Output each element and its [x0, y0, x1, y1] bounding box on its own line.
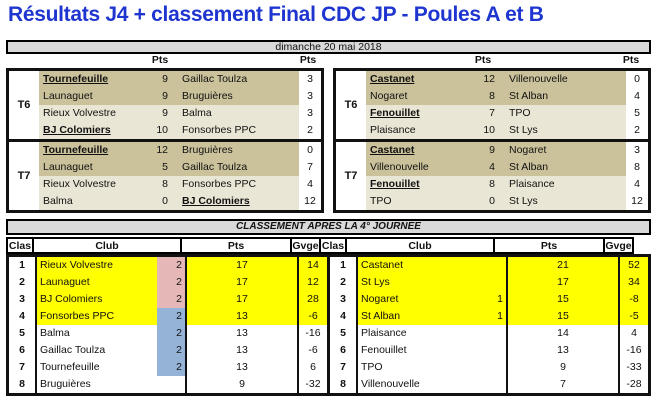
- points-header-row: [6, 54, 651, 68]
- away-points: 2: [626, 122, 648, 139]
- club-name: Gaillac Toulza: [40, 344, 106, 356]
- points-cell: 17: [187, 291, 299, 308]
- round-block-t7: [336, 139, 648, 210]
- classement-row: [9, 291, 648, 308]
- away-points: 4: [626, 176, 648, 193]
- club-cell: [37, 257, 187, 274]
- marker-cell: 1: [497, 293, 503, 305]
- home-points: 4: [489, 161, 495, 173]
- points-cell: 17: [508, 274, 620, 291]
- home-club: Rieux Volvestre: [43, 178, 116, 190]
- rank-cell: 3: [9, 291, 37, 308]
- away-club: Bruguières: [182, 144, 233, 156]
- rank-cell: 7: [9, 359, 37, 376]
- away-points: 4: [299, 176, 321, 193]
- club-cell: [358, 325, 508, 342]
- club-name: Castanet: [361, 259, 404, 271]
- points-cell: 15: [508, 291, 620, 308]
- goal-average-cell: -16: [299, 325, 330, 342]
- marker-cell: [478, 325, 506, 342]
- match-row: [366, 193, 648, 210]
- classement-row: [9, 359, 648, 376]
- home-points: 9: [489, 144, 495, 156]
- results-tables: [6, 68, 651, 213]
- club-cell: [37, 308, 187, 325]
- marker-cell: [478, 359, 506, 376]
- match-row: [39, 193, 321, 210]
- round-label: T7: [9, 142, 39, 210]
- away-points: 0: [626, 71, 648, 88]
- club-cell: [358, 257, 508, 274]
- home-club: Castanet: [370, 73, 415, 85]
- marker-cell: 2: [157, 274, 185, 291]
- match-row: [366, 176, 648, 193]
- club-cell: [358, 308, 508, 325]
- points-cell: 13: [187, 359, 299, 376]
- home-club: Tournefeuille: [43, 73, 109, 85]
- classement-row: [9, 325, 648, 342]
- home-points: 5: [162, 161, 168, 173]
- points-cell: 13: [187, 308, 299, 325]
- classement-body: [6, 254, 651, 396]
- points-cell: 17: [187, 274, 299, 291]
- marker-cell: 2: [157, 359, 185, 376]
- club-cell: [358, 359, 508, 376]
- club-name: Launaguet: [40, 276, 90, 288]
- away-points: 2: [299, 122, 321, 139]
- away-club: Fonsorbes PPC: [182, 124, 257, 136]
- home-points: 10: [156, 124, 168, 136]
- goal-average-cell: 14: [299, 257, 330, 274]
- away-points: 5: [626, 105, 648, 122]
- home-club: Villenouvelle: [370, 161, 429, 173]
- club-name: Plaisance: [361, 327, 407, 339]
- results-pool-b: [333, 68, 651, 213]
- match-rows: [366, 142, 648, 210]
- away-points: 3: [626, 142, 648, 159]
- classement-row: [9, 257, 648, 274]
- goal-average-cell: 4: [631, 327, 637, 339]
- away-club: St Lys: [509, 195, 538, 207]
- rank-cell: 6: [330, 342, 358, 359]
- home-club: Balma: [43, 195, 73, 207]
- club-cell: [37, 376, 187, 393]
- goal-average-cell: -28: [626, 378, 642, 390]
- goal-average-cell: 28: [299, 291, 330, 308]
- match-row: [39, 105, 321, 122]
- match-row: [39, 88, 321, 105]
- marker-cell: [157, 376, 185, 393]
- club-name: Balma: [40, 327, 70, 339]
- club-cell: [37, 359, 187, 376]
- classement-row: [9, 308, 648, 325]
- points-cell: 13: [508, 342, 620, 359]
- home-club: Nogaret: [370, 90, 408, 102]
- club-name: St Alban: [361, 310, 401, 322]
- marker-cell: [478, 342, 506, 359]
- content: [6, 40, 651, 396]
- points-cell: 21: [508, 257, 620, 274]
- home-points: 9: [162, 90, 168, 102]
- match-row: [39, 71, 321, 88]
- points-cell: 15: [508, 308, 620, 325]
- away-club: Bruguières: [182, 90, 233, 102]
- away-club: St Lys: [509, 124, 538, 136]
- rank-cell: 7: [330, 359, 358, 376]
- club-name: BJ Colomiers: [40, 293, 103, 305]
- away-points: 3: [299, 88, 321, 105]
- standings-section: [6, 219, 651, 396]
- rank-cell: 8: [9, 376, 37, 393]
- round-label: T6: [336, 71, 366, 139]
- marker-cell: [478, 257, 506, 274]
- goal-average-cell: -32: [299, 376, 330, 393]
- goal-average-cell: 6: [299, 359, 330, 376]
- match-row: [366, 88, 648, 105]
- rank-cell: 5: [9, 325, 37, 342]
- marker-cell: [478, 376, 506, 393]
- date-header: dimanche 20 mai 2018: [6, 40, 651, 54]
- home-club: Fenouillet: [370, 107, 420, 119]
- goal-average-cell: -6: [299, 308, 330, 325]
- rank-cell: 2: [330, 274, 358, 291]
- club-name: Rieux Volvestre: [40, 259, 113, 271]
- home-club: Plaisance: [370, 124, 416, 136]
- points-cell: 17: [187, 257, 299, 274]
- goal-average-cell: -5: [620, 308, 648, 325]
- away-points: 0: [299, 142, 321, 159]
- away-club: Villenouvelle: [509, 73, 568, 85]
- classement-row: [9, 376, 648, 393]
- home-club: TPO: [370, 195, 392, 207]
- club-cell: [358, 342, 508, 359]
- club-name: TPO: [361, 361, 383, 373]
- match-rows: [39, 142, 321, 210]
- club-cell: [37, 325, 187, 342]
- round-block-t6: [9, 71, 321, 139]
- page-title: Résultats J4 + classement Final CDC JP - Poules A et B: [8, 3, 544, 26]
- club-name: Villenouvelle: [361, 378, 420, 390]
- home-points: 0: [162, 195, 168, 207]
- home-points: 7: [489, 107, 495, 119]
- match-row: [39, 176, 321, 193]
- home-points: 8: [489, 90, 495, 102]
- goal-average-cell: -6: [299, 342, 330, 359]
- home-club: Castanet: [370, 144, 415, 156]
- header-clas: Clas: [319, 237, 347, 254]
- points-cell: 14: [508, 325, 620, 342]
- away-club: St Alban: [509, 90, 549, 102]
- standings-header-row: [6, 237, 651, 254]
- home-points: 12: [483, 73, 495, 85]
- rank-cell: 2: [9, 274, 37, 291]
- away-club: Fonsorbes PPC: [182, 178, 257, 190]
- match-row: [366, 122, 648, 139]
- header-gvge: Gvge: [290, 237, 321, 254]
- away-club: Plaisance: [509, 178, 555, 190]
- rank-cell: 4: [9, 308, 37, 325]
- club-cell: [358, 376, 508, 393]
- away-points: 7: [299, 159, 321, 176]
- marker-cell: [478, 274, 506, 291]
- home-club: Rieux Volvestre: [43, 107, 116, 119]
- marker-cell: 2: [157, 257, 185, 274]
- rank-cell: 5: [330, 325, 358, 342]
- match-row: [366, 159, 648, 176]
- club-name: Tournefeuille: [40, 361, 100, 373]
- rank-cell: 3: [330, 291, 358, 308]
- club-name: Nogaret: [361, 293, 399, 305]
- classement-row: [9, 342, 648, 359]
- home-points: 12: [156, 144, 168, 156]
- club-name: Fonsorbes PPC: [40, 310, 115, 322]
- away-points: 12: [626, 193, 648, 210]
- home-points: 8: [162, 178, 168, 190]
- rank-cell: 1: [9, 257, 37, 274]
- club-cell: [37, 342, 187, 359]
- rank-cell: 4: [330, 308, 358, 325]
- goal-average-cell: -16: [626, 344, 642, 356]
- rank-cell: 8: [330, 376, 358, 393]
- round-label: T6: [9, 71, 39, 139]
- home-points: 10: [483, 124, 495, 136]
- marker-cell: 2: [157, 291, 185, 308]
- club-cell: [37, 291, 187, 308]
- match-row: [39, 122, 321, 139]
- header-club: Club: [32, 237, 182, 254]
- points-column-label: Pts: [622, 54, 640, 66]
- points-column-label: Pts: [151, 54, 169, 66]
- points-column-label: Pts: [299, 54, 317, 66]
- home-club: Fenouillet: [370, 178, 420, 190]
- goal-average-cell: 12: [299, 274, 330, 291]
- match-rows: [366, 71, 648, 139]
- away-points: 4: [626, 88, 648, 105]
- standings-title: CLASSEMENT APRES LA 4° JOURNEE: [6, 219, 651, 235]
- away-club: Gaillac Toulza: [182, 73, 248, 85]
- club-cell: [358, 274, 508, 291]
- round-block-t7: [9, 139, 321, 210]
- away-points: 3: [299, 71, 321, 88]
- home-club: Launaguet: [43, 161, 93, 173]
- header-pts: Pts: [493, 237, 605, 254]
- club-cell: [37, 274, 187, 291]
- club-name: Fenouillet: [361, 344, 407, 356]
- home-club: Launaguet: [43, 90, 93, 102]
- away-club: Balma: [182, 107, 212, 119]
- away-club: TPO: [509, 107, 531, 119]
- home-points: 0: [489, 195, 495, 207]
- round-label: T7: [336, 142, 366, 210]
- home-club: Tournefeuille: [43, 144, 109, 156]
- away-points: 12: [299, 193, 321, 210]
- points-column-label: Pts: [474, 54, 492, 66]
- round-block-t6: [336, 71, 648, 139]
- match-row: [366, 71, 648, 88]
- points-cell: 9: [187, 376, 299, 393]
- marker-cell: 1: [497, 310, 503, 322]
- results-pool-a: [6, 68, 324, 213]
- points-cell: 13: [187, 325, 299, 342]
- away-club: Gaillac Toulza: [182, 161, 248, 173]
- match-row: [366, 142, 648, 159]
- goal-average-cell: 52: [620, 257, 648, 274]
- match-row: [366, 105, 648, 122]
- home-club: BJ Colomiers: [43, 124, 111, 136]
- classement-row: [9, 274, 648, 291]
- header-gvge: Gvge: [603, 237, 634, 254]
- match-rows: [39, 71, 321, 139]
- points-cell: 7: [508, 376, 620, 393]
- points-cell: 13: [187, 342, 299, 359]
- marker-cell: 2: [157, 342, 185, 359]
- goal-average-cell: -33: [626, 361, 642, 373]
- header-clas: Clas: [6, 237, 34, 254]
- rank-cell: 1: [330, 257, 358, 274]
- home-points: 8: [489, 178, 495, 190]
- match-row: [39, 142, 321, 159]
- away-club: St Alban: [509, 161, 549, 173]
- club-name: St Lys: [361, 276, 390, 288]
- points-cell: 9: [508, 359, 620, 376]
- away-club: BJ Colomiers: [182, 195, 250, 207]
- header-pts: Pts: [180, 237, 292, 254]
- club-cell: [358, 291, 508, 308]
- header-club: Club: [345, 237, 495, 254]
- match-row: [39, 159, 321, 176]
- rank-cell: 6: [9, 342, 37, 359]
- marker-cell: 2: [157, 325, 185, 342]
- away-points: 8: [626, 159, 648, 176]
- goal-average-cell: 34: [620, 274, 648, 291]
- home-points: 9: [162, 107, 168, 119]
- goal-average-cell: -8: [620, 291, 648, 308]
- away-points: 3: [299, 105, 321, 122]
- away-club: Nogaret: [509, 144, 547, 156]
- club-name: Bruguières: [40, 378, 91, 390]
- home-points: 9: [162, 73, 168, 85]
- marker-cell: 2: [157, 308, 185, 325]
